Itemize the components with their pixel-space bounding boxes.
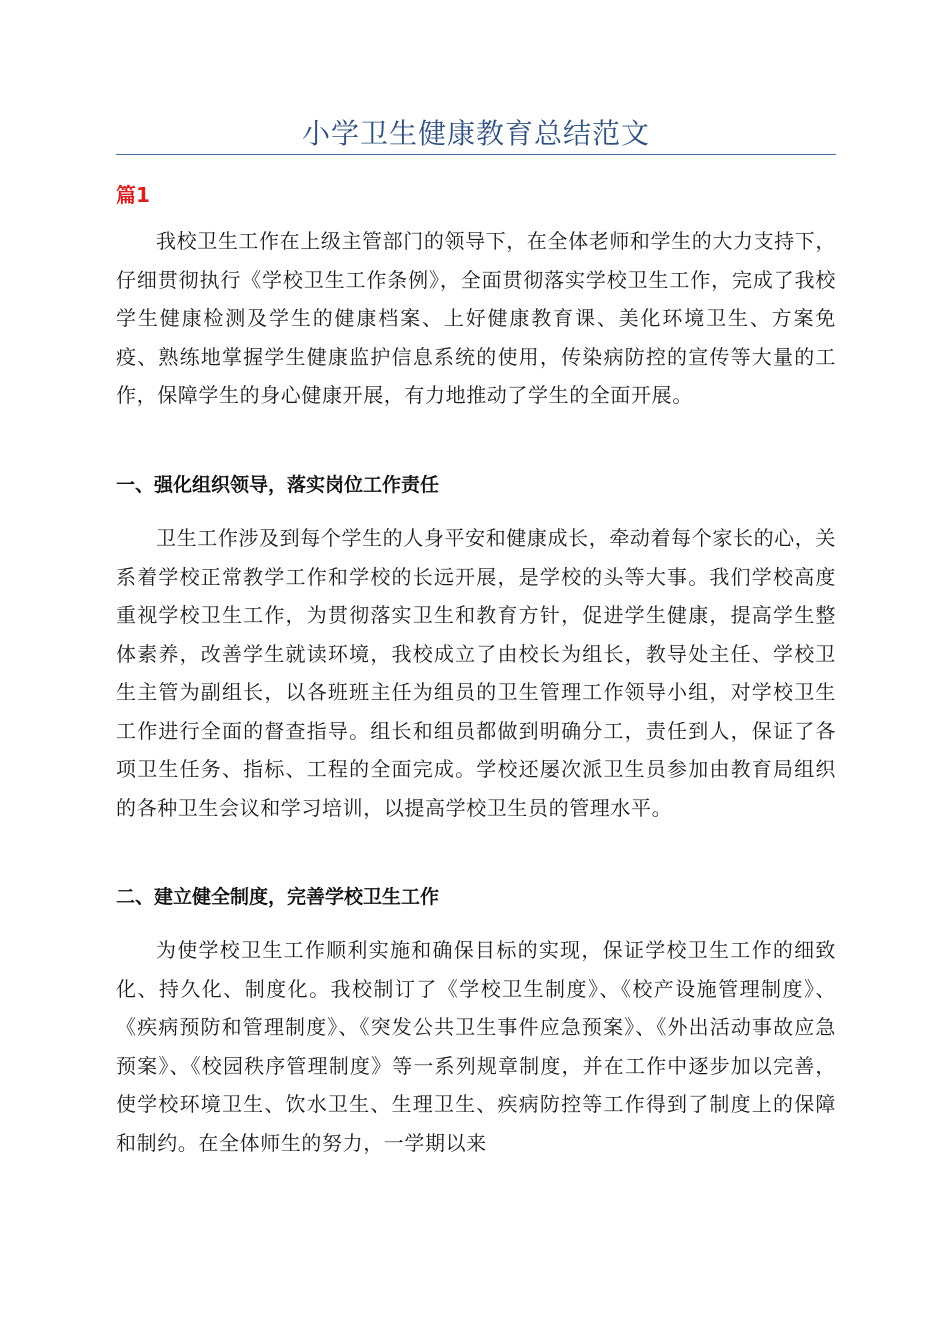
- title-underline: [116, 154, 836, 155]
- section-heading-2: 二、建立健全制度，完善学校卫生工作: [116, 886, 440, 908]
- body-paragraph-1: 我校卫生工作在上级主管部门的领导下，在全体老师和学生的大力支持下，仔细贯彻执行《学校卫生工作条例》，全面贯彻落实学校卫生工作，完成了我校学生健康检测及学生的健康档案、上好健康教育课、美化环境卫生、方案免疫、熟练地掌握学生健康监护信息系统的使用，传染病防控的宣传等大量的工作，保障学生的身心健康开展，有力地推动了学生的全面开展。: [116, 229, 836, 407]
- body-paragraph-3: 为使学校卫生工作顺利实施和确保目标的实现，保证学校卫生工作的细致化、持久化、制度化。我校制订了《学校卫生制度》、《校产设施管理制度》、《疾病预防和管理制度》、《突发公共卫生事件应急预案》、《外出活动事故应急预案》、《校园秩序管理制度》等一系列规章制度，并在工作中逐步加以完善，使学校环境卫生、饮水卫生、生理卫生、疾病防控等工作得到了制度上的保障和制约。在全体师生的努力，一学期以来: [116, 938, 836, 1155]
- document-title: 小学卫生健康教育总结范文: [301, 117, 650, 150]
- body-paragraph-2: 卫生工作涉及到每个学生的人身平安和健康成长，牵动着每个家长的心，关系着学校正常教学工作和学校的长远开展，是学校的头等大事。我们学校高度重视学校卫生工作，为贯彻落实卫生和教育方针，促进学生健康，提高学生整体素养，改善学生就读环境，我校成立了由校长为组长，教导处主任、学校卫生主管为副组长，以各班班主任为组员的卫生管理工作领导小组，对学校卫生工作进行全面的督查指导。组长和组员都做到明确分工，责任到人，保证了各项卫生任务、指标、工程的全面完成。学校还屡次派卫生员参加由教育局组织的各种卫生会议和学习培训，以提高学校卫生员的管理水平。: [116, 526, 836, 820]
- section-marker: 篇1: [116, 183, 150, 207]
- section-heading-1: 一、强化组织领导，落实岗位工作责任: [116, 474, 440, 496]
